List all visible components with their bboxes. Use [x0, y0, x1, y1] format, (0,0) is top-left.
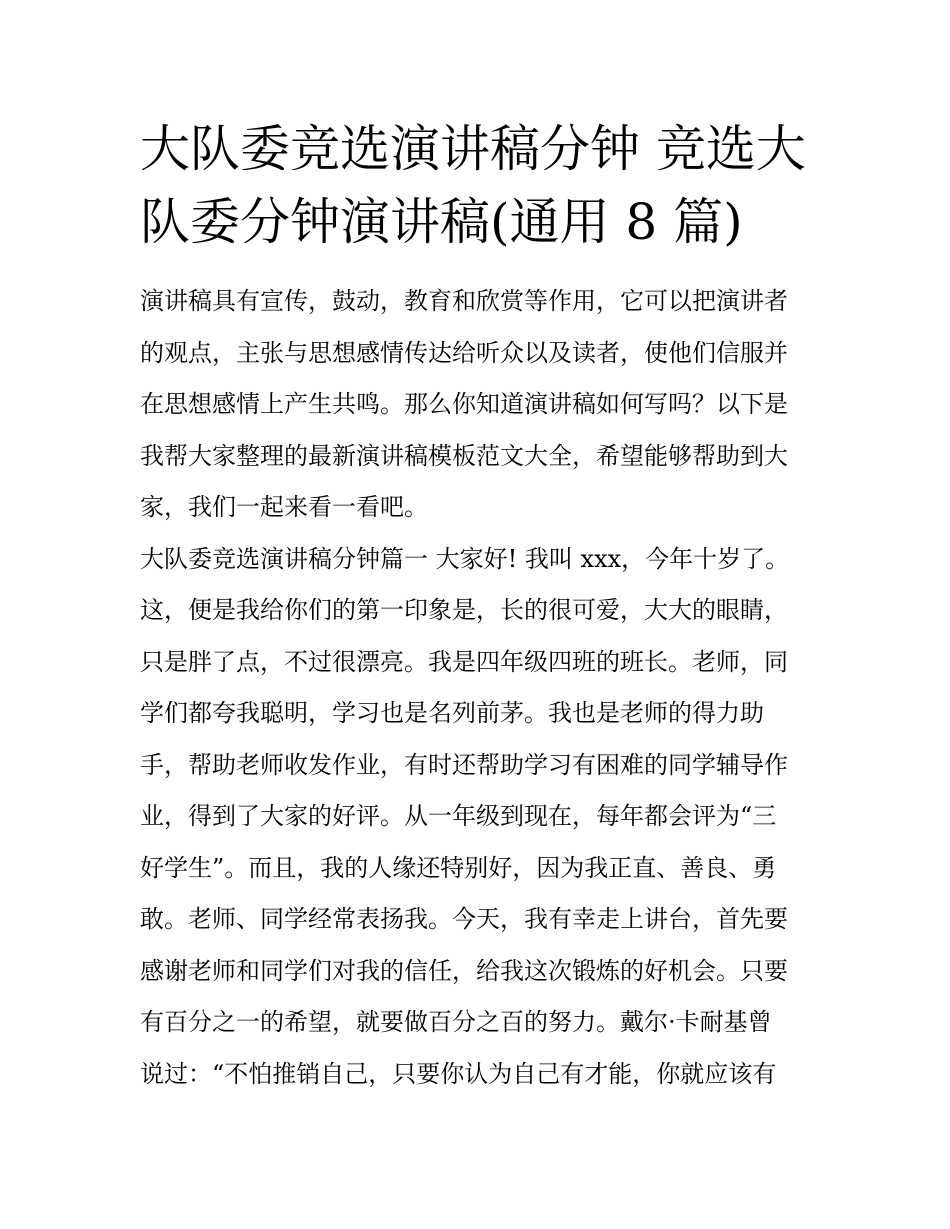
- body-line: 说过：“不怕推销自己，只要你认为自己有才能，你就应该有: [140, 1059, 777, 1088]
- body-line: 我帮大家整理的最新演讲稿模板范文大全，希望能够帮助到大: [140, 441, 788, 470]
- body-line: 好学生”。而且，我的人缘还特别好，因为我正直、善良、勇: [140, 853, 777, 882]
- document-body: [140, 276, 840, 1100]
- body-line: 感谢老师和同学们对我的信任，给我这次锻炼的好机会。只要: [140, 956, 788, 985]
- title-line-1: 大队委竞选演讲稿分钟 竞选大: [140, 120, 806, 178]
- body-line: 家，我们一起来看一看吧。: [140, 493, 428, 521]
- title-line-2: 队委分钟演讲稿(通用 8 篇): [140, 193, 743, 251]
- body-line: 学们都夸我聪明，学习也是名列前茅。我也是老师的得力助: [140, 699, 764, 727]
- body-line: 敢。老师、同学经常表扬我。今天，我有幸走上讲台，首先要: [140, 905, 788, 933]
- body-line: 的观点，主张与思想感情传达给听众以及读者，使他们信服并: [140, 338, 788, 367]
- body-line: 有百分之一的希望，就要做百分之百的努力。戴尔·卡耐基曾: [140, 1008, 772, 1036]
- body-line: 在思想感情上产生共鸣。那么你知道演讲稿如何写吗？以下是: [140, 390, 788, 418]
- body-line: 业，得到了大家的好评。从一年级到现在，每年都会评为“三: [140, 802, 777, 830]
- body-line: 演讲稿具有宣传，鼓动，教育和欣赏等作用，它可以把演讲者: [140, 287, 788, 315]
- body-line: 只是胖了点，不过很漂亮。我是四年级四班的班长。老师，同: [140, 647, 788, 676]
- body-line: 这，便是我给你们的第一印象是，长的很可爱，大大的眼睛，: [140, 596, 788, 624]
- document-title: [140, 113, 840, 259]
- body-line: 手，帮助老师收发作业，有时还帮助学习有困难的同学辅导作: [140, 750, 788, 779]
- body-line: 大队委竞选演讲稿分钟篇一 大家好! 我叫 xxx，今年十岁了。: [140, 544, 790, 573]
